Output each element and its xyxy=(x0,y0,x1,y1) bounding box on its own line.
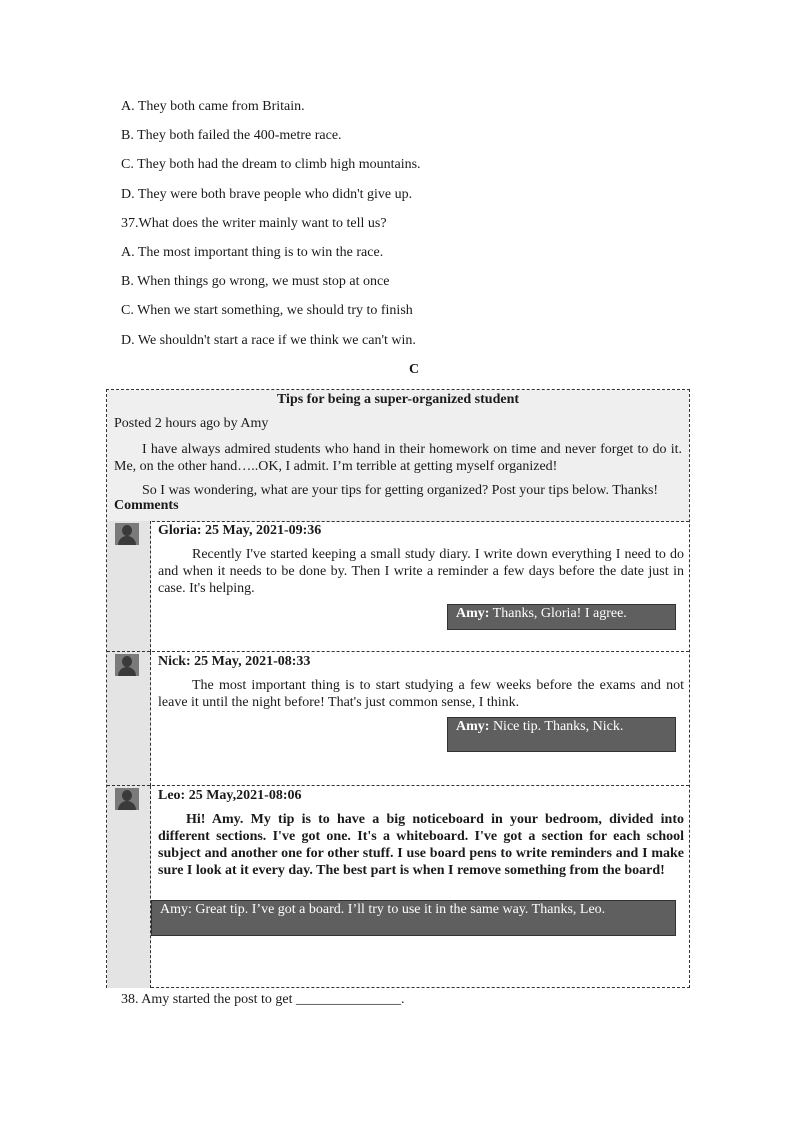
post-meta: Posted 2 hours ago by Amy xyxy=(114,416,269,431)
comment-text: Recently I've started keeping a small study diary. I write down everything I need to do and when it needs to be done by. Then I write a reminder a few days before the date just in case. It's helping. xyxy=(158,547,684,596)
reply-text: Nice tip. Thanks, Nick. xyxy=(489,719,624,734)
reply-box xyxy=(151,900,676,936)
q36-option-c: C. They both had the dream to climb high mountains. xyxy=(121,157,421,172)
user-avatar-icon xyxy=(115,654,139,676)
q37-option-a: A. The most important thing is to win the race. xyxy=(121,245,384,260)
comment-leo xyxy=(107,786,689,988)
reply-author: Amy: xyxy=(456,606,490,621)
post-title: Tips for being a super-organized student xyxy=(276,392,520,407)
q37-option-d: D. We shouldn't start a race if we think we can't win. xyxy=(121,333,416,348)
q36-option-b: B. They both failed the 400-metre race. xyxy=(121,128,342,143)
comment-text: Hi! Amy. My tip is to have a big noticeboard in your bedroom, divided into different sections. I've got one. It's a whiteboard. I've got a section for each school subject and another one for other stuff. I use board pens to write reminders and I make sure I look at it every day. The best part is when I remove something from the board! xyxy=(158,812,684,878)
section-letter: C xyxy=(408,362,420,377)
q37-option-c: C. When we start something, we should try to finish xyxy=(121,303,413,318)
forum-post xyxy=(106,389,690,988)
q36-option-d: D. They were both brave people who didn't give up. xyxy=(121,187,413,202)
reply-box xyxy=(447,604,676,630)
comment-header: Nick: 25 May, 2021-08:33 xyxy=(158,654,311,669)
reply-box xyxy=(447,717,676,752)
reply-text: Thanks, Gloria! I agree. xyxy=(489,606,627,621)
post-paragraph-1: I have always admired students who hand in their homework on time and never forget to do it. Me, on the other hand…..OK, I admit. I’m terrible at getting myself organized! xyxy=(114,442,682,474)
avatar-column xyxy=(107,786,151,988)
comments-label: Comments xyxy=(114,498,179,513)
q36-option-a: A. They both came from Britain. xyxy=(121,99,305,114)
comment-header: Gloria: 25 May, 2021-09:36 xyxy=(158,523,322,538)
avatar-column xyxy=(107,652,151,786)
post-paragraph-2: So I was wondering, what are your tips for getting organized? Post your tips below. Thanks! xyxy=(142,483,659,498)
reply-text: Amy: Great tip. I’ve got a board. I’ll try to use it in the same way. Thanks, Leo. xyxy=(160,902,606,917)
comment-header: Leo: 25 May,2021-08:06 xyxy=(158,788,302,803)
avatar-column xyxy=(107,521,151,652)
user-avatar-icon xyxy=(115,523,139,545)
post-header xyxy=(107,390,689,522)
comment-text: The most important thing is to start studying a few weeks before the exams and not leave it until the night before! That's just common sense, I think. xyxy=(158,678,684,710)
comment-nick xyxy=(107,652,689,786)
reply-author: Amy: xyxy=(456,719,490,734)
question-38: 38. Amy started the post to get _______________. xyxy=(121,992,405,1007)
comment-gloria xyxy=(107,521,689,652)
q37-option-b: B. When things go wrong, we must stop at once xyxy=(121,274,390,289)
q37-stem: 37.What does the writer mainly want to tell us? xyxy=(121,216,387,231)
user-avatar-icon xyxy=(115,788,139,810)
